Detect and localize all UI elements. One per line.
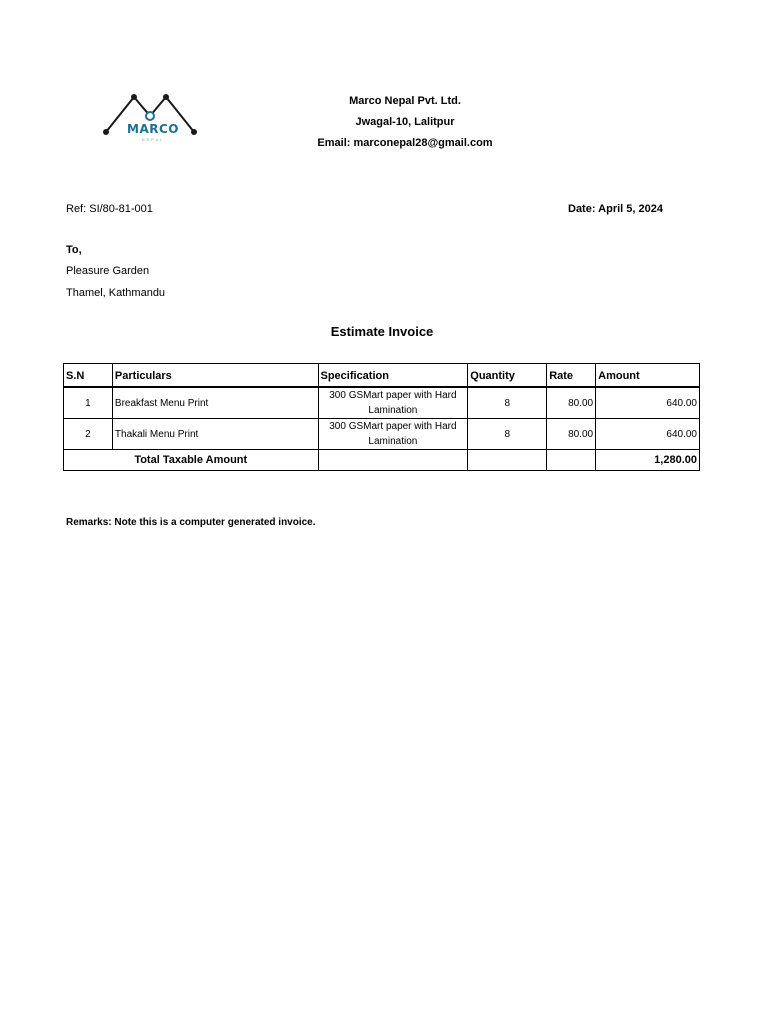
cell-specification [318,419,468,450]
spec-line: Lamination [368,405,418,416]
cell-rate: 80.00 [547,387,596,419]
spec-line: Lamination [368,436,418,447]
table-row [64,419,700,450]
cell-specification [318,387,468,419]
table-row [64,387,700,419]
company-address: Jwagal-10, Lalitpur [355,116,455,128]
logo-text: MARCO [127,122,179,136]
header-rate: Rate [547,364,596,388]
logo-subtext: NEPAL [141,137,165,142]
header-amount: Amount [596,364,700,388]
total-amount: 1,280.00 [596,450,700,471]
header-specification: Specification [318,364,468,388]
cell-particulars: Breakfast Menu Print [112,387,318,419]
total-row [64,450,700,471]
cell-particulars: Thakali Menu Print [112,419,318,450]
total-empty-cell [318,450,468,471]
recipient-address: Thamel, Kathmandu [66,287,166,299]
cell-rate: 80.00 [547,419,596,450]
header-particulars: Particulars [112,364,318,388]
cell-amount: 640.00 [596,419,700,450]
company-name: Marco Nepal Pvt. Ltd. [349,95,461,107]
reference-number: Ref: SI/80-81-001 [66,203,153,215]
company-logo [98,92,208,142]
spec-line: 300 GSMart paper with Hard [329,390,457,401]
total-label: Total Taxable Amount [64,450,319,471]
cell-sn: 2 [64,419,113,450]
table-header-row [64,364,700,388]
invoice-table [63,363,700,471]
date-value: April 5, 2024 [598,203,663,215]
date-block [568,203,663,215]
total-empty-cell [547,450,596,471]
cell-sn: 1 [64,387,113,419]
date-label: Date: [568,203,596,215]
remarks: Remarks: Note this is a computer generated invoice. [66,517,316,528]
cell-amount: 640.00 [596,387,700,419]
invoice-title: Estimate Invoice [330,324,434,339]
header-sn: S.N [64,364,113,388]
company-email: Email: marconepal28@gmail.com [317,137,493,149]
recipient-to: To, [66,244,82,256]
spec-line: 300 GSMart paper with Hard [329,421,457,432]
cell-quantity: 8 [468,419,547,450]
cell-quantity: 8 [468,387,547,419]
total-empty-cell [468,450,547,471]
recipient-name: Pleasure Garden [66,265,150,277]
header-quantity: Quantity [468,364,547,388]
